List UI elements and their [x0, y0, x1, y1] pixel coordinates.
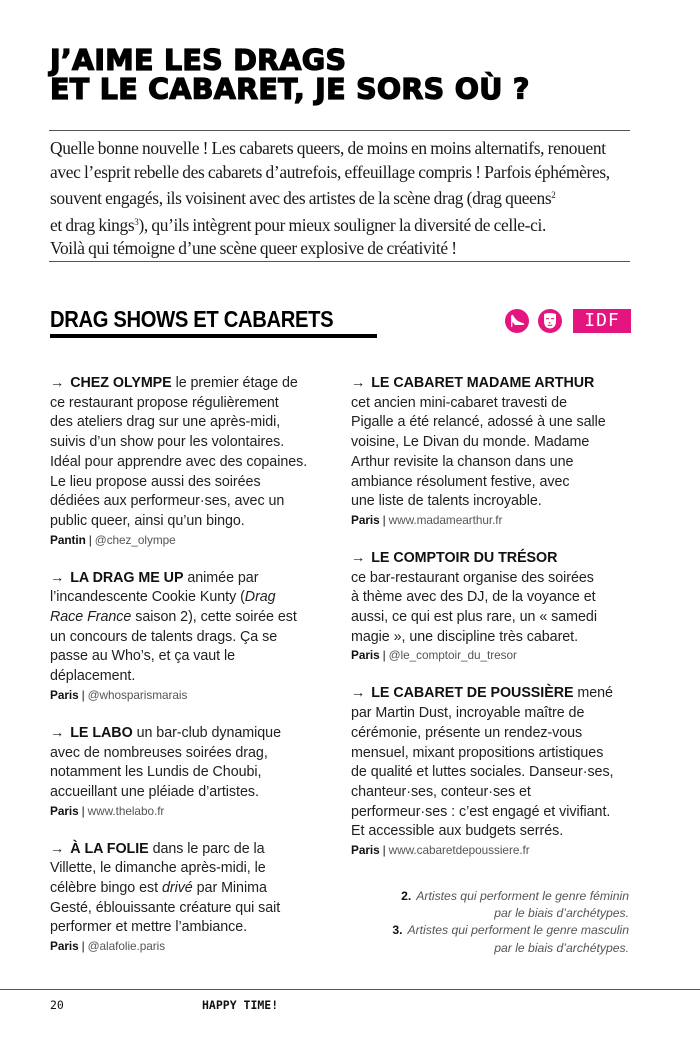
entry-first-line [50, 724, 345, 744]
footnote-text: par le biais d’archétypes. [494, 940, 629, 955]
entry-line [50, 588, 345, 608]
venue-name: À LA FOLIE [70, 840, 149, 857]
intro-text: souvent engagés, ils voisinent avec des artistes de la scène drag (drag queens [50, 188, 552, 209]
arrow-right-icon: → [351, 375, 366, 391]
entry-text: saison 2), cette soirée est [131, 609, 297, 626]
entry-text: notamment les Lundis de Choubi, [50, 764, 262, 781]
intro-text: et drag kings [50, 214, 135, 235]
intro-line: Quelle bonne nouvelle ! Les cabarets queers, de moins en moins alternatifs, renouent [50, 138, 606, 158]
venue-meta [351, 512, 651, 529]
footnote-number: 3. [392, 923, 403, 938]
entry-text: un bar-club dynamique [132, 724, 281, 741]
section-heading-underline [50, 334, 377, 338]
high-heel-shoe-icon [505, 309, 529, 333]
entry-text: suivis d’un show pour les volontaires. [50, 434, 285, 451]
separator: | [81, 939, 85, 954]
entry-text: mensuel, mixant propositions artistiques [351, 744, 604, 761]
venue-link[interactable]: @whosparismarais [87, 687, 188, 702]
footnotes [351, 888, 629, 957]
venue-link[interactable]: @le_comptoir_du_tresor [388, 648, 517, 663]
venue-city: Pantin [50, 532, 86, 547]
entry-text: de qualité et luttes sociales. Danseur·ses, [351, 764, 614, 781]
venue-name: LE CABARET DE POUSSIÈRE [371, 685, 574, 702]
entry-text: par Martin Dust, incroyable maître de [351, 705, 585, 722]
arrow-right-icon: → [50, 840, 65, 857]
venue-name: CHEZ OLYMPE [70, 375, 172, 391]
page-title [50, 46, 650, 104]
venue-entry-madame-arthur [351, 374, 651, 529]
category-badges [505, 309, 631, 333]
arrow-right-icon: → [50, 375, 65, 391]
entry-text: dédiées aux performeur·ses, avec un [50, 493, 285, 510]
entry-text: Gesté, éblouissante créature qui sait [50, 899, 281, 916]
venue-meta [351, 842, 651, 859]
footnote-text: Artistes qui performent le genre féminin [416, 889, 629, 903]
intro-text: ), qu’ils intègrent pour mieux souligner la diversité de celle-ci. [138, 214, 546, 235]
separator: | [382, 512, 386, 527]
entry-first-line [351, 374, 651, 394]
venue-name: LE COMPTOIR DU TRÉSOR [371, 549, 558, 566]
title-line-1: J’AIME LES DRAGS [50, 44, 347, 77]
page-number: 20 [50, 998, 64, 1012]
entry-text: mené [573, 685, 613, 702]
venue-city: Paris [50, 939, 79, 954]
entry-text: ce bar-restaurant organise des soirées [351, 569, 594, 586]
entry-text: dans le parc de la [148, 840, 265, 857]
entry-text: performer et mettre l’ambiance. [50, 919, 248, 936]
entry-text: avec de nombreuses soirées drag, [50, 744, 268, 761]
entry-text: un concours de talents drags. Ça se [50, 628, 278, 645]
left-column [50, 374, 345, 975]
running-head: HAPPY TIME! [202, 998, 279, 1012]
arrow-right-icon: → [351, 549, 366, 566]
separator: | [382, 843, 386, 858]
entry-text: passe au Who’s, et ça vaut le [50, 648, 236, 665]
show-title: Drag [244, 589, 276, 606]
separator: | [88, 532, 92, 547]
venue-link[interactable]: www.thelabo.fr [87, 803, 165, 818]
entry-text: à thème avec des DJ, de la voyance et [351, 589, 596, 606]
venue-meta [50, 532, 345, 549]
venue-link[interactable]: @chez_olympe [94, 532, 176, 547]
entry-text: public queer, ainsi qu’un bingo. [50, 512, 245, 529]
arrow-right-icon: → [351, 685, 366, 702]
venue-entry-cabaret-de-poussiere [351, 684, 651, 859]
venue-entry-comptoir-du-tresor [351, 549, 651, 665]
footnote-line [351, 888, 629, 905]
footnote-text: Artistes qui performent le genre masculin [407, 923, 629, 938]
footnote-line [351, 922, 629, 939]
right-column [351, 374, 651, 879]
entry-text: des ateliers drag sur une après-midi, [50, 414, 281, 431]
venue-link[interactable]: www.madamearthur.fr [388, 512, 503, 527]
entry-text: Le lieu propose aussi des soirées [50, 473, 261, 490]
intro-line [50, 184, 640, 211]
separator: | [81, 803, 85, 818]
entry-text: magie », une discipline très cabaret. [351, 628, 579, 645]
entry-text: cérémonie, présente un rendez-vous [351, 724, 583, 741]
venue-entry-a-la-folie [50, 840, 345, 956]
venue-name: LA DRAG ME UP [70, 569, 184, 586]
entry-first-line [351, 549, 651, 569]
emphasis: drivé [161, 880, 193, 897]
entry-text: déplacement. [50, 668, 136, 685]
entry-first-line [50, 840, 345, 860]
footnote-number: 2. [401, 889, 412, 903]
entry-first-line [50, 374, 345, 394]
venue-meta [50, 803, 345, 820]
entry-text: ce restaurant propose régulièrement [50, 394, 279, 411]
title-line-2: ET LE CABARET, JE SORS OÙ ? [50, 73, 530, 106]
venue-link[interactable]: www.cabaretdepoussiere.fr [388, 843, 530, 858]
show-title: Race France [50, 609, 132, 626]
entry-text: célèbre bingo est [50, 880, 162, 897]
entry-text: Idéal pour apprendre avec des copaines. [50, 453, 308, 470]
entry-text: Pigalle a été relancé, adossé à une salle [351, 414, 606, 431]
separator: | [382, 648, 386, 663]
venue-city: Paris [351, 648, 380, 663]
entry-text: par Minima [192, 880, 267, 897]
entry-text: le premier étage de [171, 375, 298, 391]
entry-text: une liste de talents incroyable. [351, 493, 542, 510]
footnote-text: par le biais d’archétypes. [494, 906, 629, 921]
venue-city: Paris [351, 512, 380, 527]
entry-text: voisine, Le Divan du monde. Madame [351, 434, 590, 451]
arrow-right-icon: → [50, 724, 65, 741]
footer-divider [0, 989, 700, 990]
venue-city: Paris [50, 687, 79, 702]
entry-text: Arthur revisite la chanson dans une [351, 453, 574, 470]
venue-city: Paris [351, 843, 380, 858]
venue-entry-chez-olympe [50, 374, 345, 549]
venue-link[interactable]: @alafolie.paris [87, 939, 166, 954]
entry-text: Villette, le dimanche après-midi, le [50, 860, 266, 877]
venue-entry-le-labo [50, 724, 345, 820]
entry-text: aussi, ce qui est plus rare, un « samedi [351, 609, 597, 626]
venue-entry-la-drag-me-up [50, 569, 345, 704]
venue-name: LE LABO [70, 724, 133, 741]
entry-text: accueillant une pléiade d’artistes. [50, 783, 259, 800]
venue-meta [50, 687, 345, 704]
footnote-3 [351, 922, 629, 956]
section-heading: DRAG SHOWS ET CABARETS [50, 306, 334, 332]
intro-line [50, 211, 640, 238]
venue-city: Paris [50, 803, 79, 818]
entry-text: l’incandescente Cookie Kunty ( [50, 589, 245, 606]
intro-line: avec l’esprit rebelle des cabarets d’autrefois, effeuillage compris ! Parfois éphémères, [50, 161, 610, 182]
intro-paragraph [50, 137, 640, 261]
entry-line [50, 608, 345, 628]
theater-mask-icon [538, 309, 562, 333]
entry-text: performeur·ses : c’est engagé et vivifiant. [351, 803, 611, 820]
entry-line [50, 879, 345, 899]
entry-text: animée par [183, 569, 259, 586]
venue-name: LE CABARET MADAME ARTHUR [371, 375, 595, 391]
footnote-2 [351, 888, 629, 922]
arrow-right-icon: → [50, 569, 65, 586]
entry-text: Et accessible aux budgets serrés. [351, 823, 564, 840]
entry-first-line [351, 684, 651, 704]
region-badge: IDF [573, 309, 631, 333]
separator: | [81, 687, 85, 702]
intro-line: Voilà qui témoigne d’une scène queer explosive de créativité ! [50, 238, 457, 259]
entry-text: chanteur·ses, conteur·ses et [351, 783, 531, 800]
venue-meta [351, 647, 651, 664]
footnote-ref[interactable]: 2 [551, 190, 556, 201]
entry-first-line [50, 569, 345, 589]
intro-bottom-divider [49, 261, 630, 262]
entry-text: ambiance résolument festive, avec [351, 473, 570, 490]
footnote-ref[interactable]: 3 [134, 216, 139, 227]
entry-text: cet ancien mini-cabaret travesti de [351, 394, 567, 411]
venue-meta [50, 938, 345, 955]
intro-top-divider [49, 130, 630, 131]
